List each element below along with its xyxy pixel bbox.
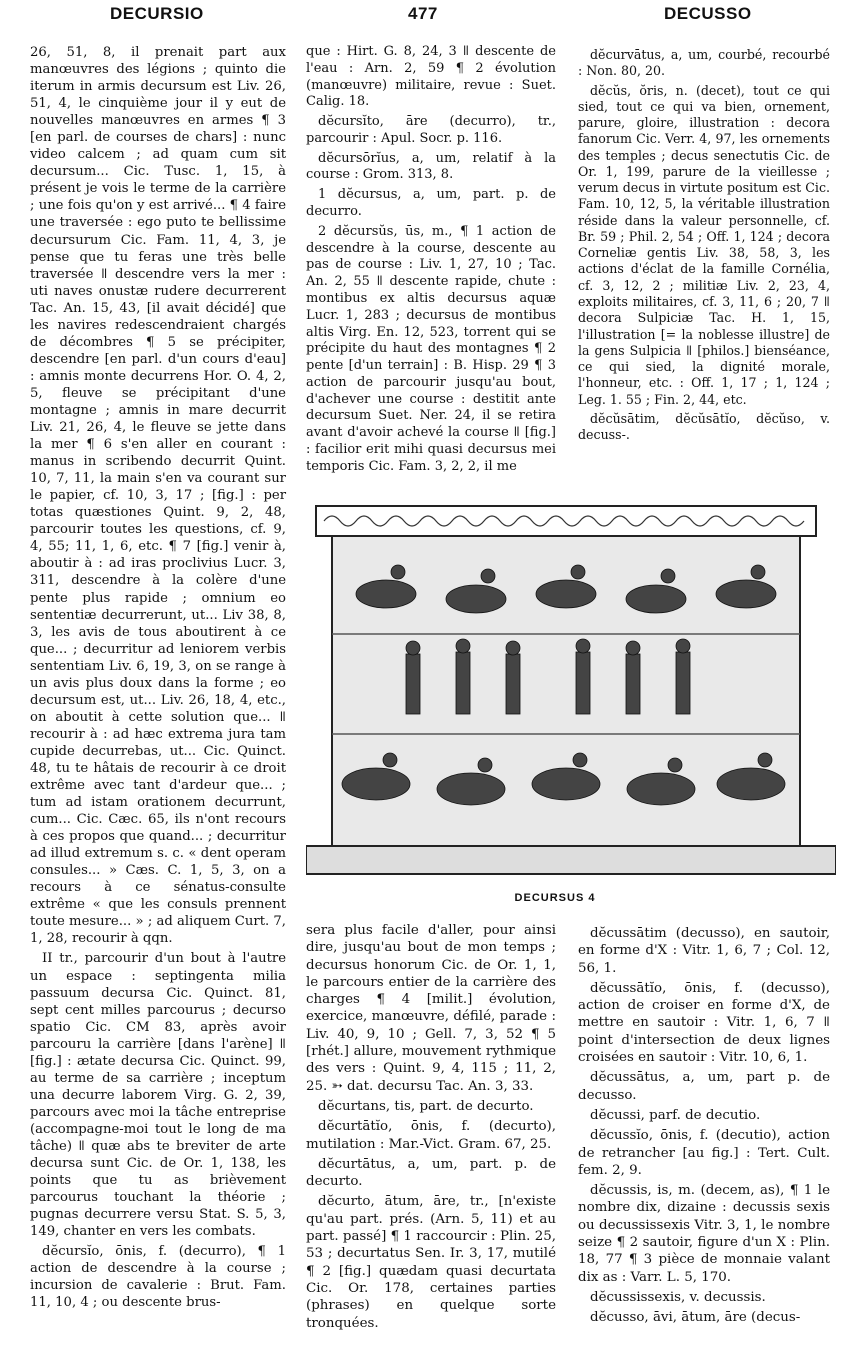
entry-decus: dĕcŭs, ŏris, n. (decet), tout ce qui sied, tout ce qui va bien, ornement, parure, gloire, illustration : decora fanorum Cic. Verr. 4, 97, les ornements des temples ; decus senectutis Cic. de Or. 1, 199, parure de la vieillesse ; verum decus in virtute positum est Cic. Fam. 10, 12, 5, la véritable illustration réside dans la valeur personnelle, cf. Br. 59 ; Phil. 2, 54 ; Off. 1, 124 ; decora Corneliæ gentis Liv. 38, 58, 3, les actions d'éclat de la famille Cornélia, cf. 3, 12, 2 ; militiæ Liv. 2, 23, 4, exploits militaires, cf. 3, 11, 6 ; 20, 7 ǁ decora Sulpiciæ Tac. H. 1, 15, l'illustration [= la noblesse illustre] de la gens Sulpicia ǁ [philos.] bienséance, ce qui sied, la dignité morale, l'honneur, etc. : Off. 1, 17 ; 1, 124 ; Leg. 1. 55 ; Fin. 2, 44, etc. — [578, 82, 830, 407]
column-middle-top — [306, 44, 556, 476]
entry-decursio: dĕcursĭo, ōnis, f. (decurro), ¶ 1 action de descendre à la course ; incursion de cavalerie : Brut. Fam. 11, 10, 4 ; ou descente brus- — [30, 1244, 286, 1311]
entry-decursus-2: 2 dĕcursŭs, ūs, m., ¶ 1 action de descendre à la course, descente au pas de course : Liv. 1, 27, 10 ; Tac. An. 2, 55 ǁ descente rapide, chute : montibus ex altis decursus aquæ Lucr. 1, 283 ; decursus de montibus altis Virg. En. 12, 523, torrent qui se précipite du haut des montagnes ¶ 2 pente [d'un terrain] : B. Hisp. 29 ¶ 3 action de parcourir jusqu'au bout, d'achever une course : destitit ante decursum Suet. Ner. 24, il se retira avant d'avoir achevé la course ǁ [fig.] : facilior erit mihi quasi decursus mei temporis Cic. Fam. 3, 2, 2, il me — [306, 223, 556, 474]
entry-continuation: 26, 51, 8, il prenait part aux manœuvres des légions ; quinto die iterum in armis decursum est Liv. 26, 51, 4, le cinquième jour il y eut de nouvelles manœuvres en armes ¶ 3 [en parl. de courses de chars] : nunc video calcem ; ad quam cum sit decursum... Cic. Tusc. 1, 15, à présent je vois le terme de la carrière ; une fois qu'on y est arrivé... ¶ 4 faire une traversée : ego puto te bellissime decursurum Cic. Fam. 11, 4, 3, je pense que tu feras une très belle traversée ǁ descendre vers la mer : uti naves onustæ rudere decurrerent Tac. An. 15, 43, [il avait décidé] que les navires redescendraient chargés de décombres ¶ 5 se précipiter, descendre [en parl. d'un cours d'eau] : amnis monte decurrens Hor. O. 4, 2, 5, fleuve se précipitant d'une montagne ; amnis in mare decurrit Liv. 21, 26, 4, le fleuve se jette dans la mer ¶ 6 s'en aller en courant : manus in scribendo decurrit Quint. 10, 7, 11, la main s'en va courant sur le papier, cf. 10, 3, 17 ; [fig.] : per totas quæstiones Quint. 9, 2, 48, parcourir toutes les questions, cf. 9, 4, 55; 11, 1, 6, etc. ¶ 7 [fig.] venir à, aboutir à : ad iras proclivius Lucr. 3, 311, descendre à la colère d'une pente plus rapide ; omnium eo sententiæ decurrerunt, ut... Liv 38, 8, 3, les avis de tous aboutirent à ce que... ; decurritur ad leniorem verbis sententiam Liv. 6, 19, 3, on se range à un avis plus doux dans la forme ; eo decursum est, ut... Liv. 26, 18, 4, etc., on aboutit à cette solution que... ǁ recourir à : ad hæc extrema jura tam cupide decurrebas, ut... Cic. Quinct. 48, tu te hâtais de recourir à ce droit extrême avec tant d'ardeur que... ; tum ad istam orationem decurrunt, cum... Cic. Cæc. 65, ils n'ont recours à ces propos que quand... ; decurritur ad illud extremum s. c. « dent operam consules... » Cæs. C. 1, 5, 3, on a recours à ce sénatus-consulte extrême « que les consuls prennent toute mesure... » ; ad aliquem Curt. 7, 1, 28, recourir à qqn. — [30, 45, 286, 947]
entry-decussatus: dĕcussātus, a, um, part p. de decusso. — [578, 1070, 830, 1103]
relief-illustration — [306, 484, 836, 888]
entry-decursito: dĕcursĭto, āre (decurro), tr., parcourir : Apul. Socr. p. 116. — [306, 114, 556, 146]
entry-decursus-1: 1 dĕcursus, a, um, part. p. de decurro. — [306, 187, 556, 220]
entry-decussio: dĕcussĭo, ōnis, f. (decutio), action de retrancher [au fig.] : Tert. Cult. fem. 2, 9. — [578, 1128, 830, 1178]
entry-decussis: dĕcussis, is, m. (decem, as), ¶ 1 le nombre dix, dizaine : decussis sexis ou decussissexis Vitr. 3, 1, le nombre seize ¶ 2 sautoir, figure d'un X : Plin. 18, 77 ¶ 3 pièce de monnaie valant dix as : Varr. L. 5, 170. — [578, 1183, 830, 1285]
entry-decurtatus: dĕcurtātus, a, um, part. p. de decurto. — [306, 1156, 556, 1190]
column-right-top — [578, 44, 830, 443]
entry-section: II tr., parcourir d'un bout à l'autre un espace : septingenta milia passuum decursa Cic. Quinct. 81, sept cent milles parcourus ; decurso spatio Cic. CM 83, après avoir parcouru la carrière [dans l'arène] ǁ [fig.] : ætate decursa Cic. Quinct. 99, au terme de sa carrière ; inceptum una decurre laborem Virg. G. 2, 39, parcours avec moi la tâche entreprise (accompagne-moi tout le long de ma tâche) ǁ quæ abs te breviter de arte decursa sunt Cic. de Or. 1, 138, les points que tu as brièvement parcourus touchant la théorie ; pugnas decurrere versu Stat. S. 5, 3, 149, chanter en vers les combats. — [30, 951, 286, 1240]
column-right-bottom — [578, 922, 830, 1327]
entry-decussi: dĕcussi, parf. de decutio. — [590, 1107, 761, 1123]
entry-decurvatus: dĕcurvātus, a, um, courbé, recourbé : Non. 80, 20. — [578, 47, 830, 79]
entry-continuation: que : Hirt. G. 8, 24, 3 ǁ descente de l'eau : Arn. 2, 59 ¶ 2 évolution (manœuvre) militaire, revue : Suet. Calig. 18. — [306, 44, 556, 110]
entry-decurtans: dĕcurtans, tis, part. de decurto. — [318, 1098, 534, 1114]
running-head-right: DECUSSO — [664, 4, 752, 23]
entry-decussatio: dĕcussātĭo, ōnis, f. (decusso), action de croiser en forme d'X, de mettre en sautoir : Vitr. 1, 6, 7 ǁ point d'intersection de deux lignes croisées en sautoir : Vitr. 10, 6, 1. — [578, 980, 830, 1066]
entry-decurto: dĕcurto, ātum, āre, tr., [n'existe qu'au part. prés. (Arn. 5, 11) et au part. passé] ¶ 1 raccourcir : Plin. 25, 53 ; decurtatus Sen. Ir. 3, 17, mutilé ¶ 2 [fig.] quædam quasi decurtata Cic. Or. 178, certaines parties (phrases) en quelque sorte tronquées. — [306, 1194, 556, 1331]
column-middle-bottom — [306, 922, 556, 1332]
figure-caption: DECURSUS 4 — [514, 892, 596, 904]
entry-decusatim: dĕcŭsātim, dĕcŭsātĭo, dĕcŭso, v. decuss-. — [578, 410, 830, 443]
entry-decursorius: dĕcursōrĭus, a, um, relatif à la course : Grom. 313, 8. — [306, 150, 556, 183]
entry-decussissexis: dĕcussissexis, v. decussis. — [590, 1289, 766, 1305]
entry-decusso: dĕcusso, āvi, ātum, āre (decus- — [590, 1310, 801, 1326]
entry-continuation: sera plus facile d'aller, pour ainsi dire, jusqu'au bout de mon temps ; decursus honorum Cic. de Or. 1, 1, le parcours entier de la carrière des charges ¶ 4 [milit.] évolution, exercice, manœuvre, défilé, parade : Liv. 40, 9, 10 ; Gell. 7, 3, 52 ¶ 5 [rhét.] allure, mouvement rythmique des vers : Quint. 9, 4, 115 ; 11, 2, 25. ➳ dat. decursu Tac. An. 3, 33. — [306, 923, 556, 1094]
entry-decurtatio: dĕcurtātĭo, ōnis, f. (decurto), mutilation : Mar.-Vict. Gram. 67, 25. — [306, 1119, 556, 1152]
page-number: 477 — [408, 4, 438, 23]
column-left — [30, 44, 286, 1311]
running-head-left: DECURSIO — [110, 4, 204, 23]
entry-decussatim: dĕcussātim (decusso), en sautoir, en forme d'X : Vitr. 1, 6, 7 ; Col. 12, 56, 1. — [578, 926, 830, 976]
